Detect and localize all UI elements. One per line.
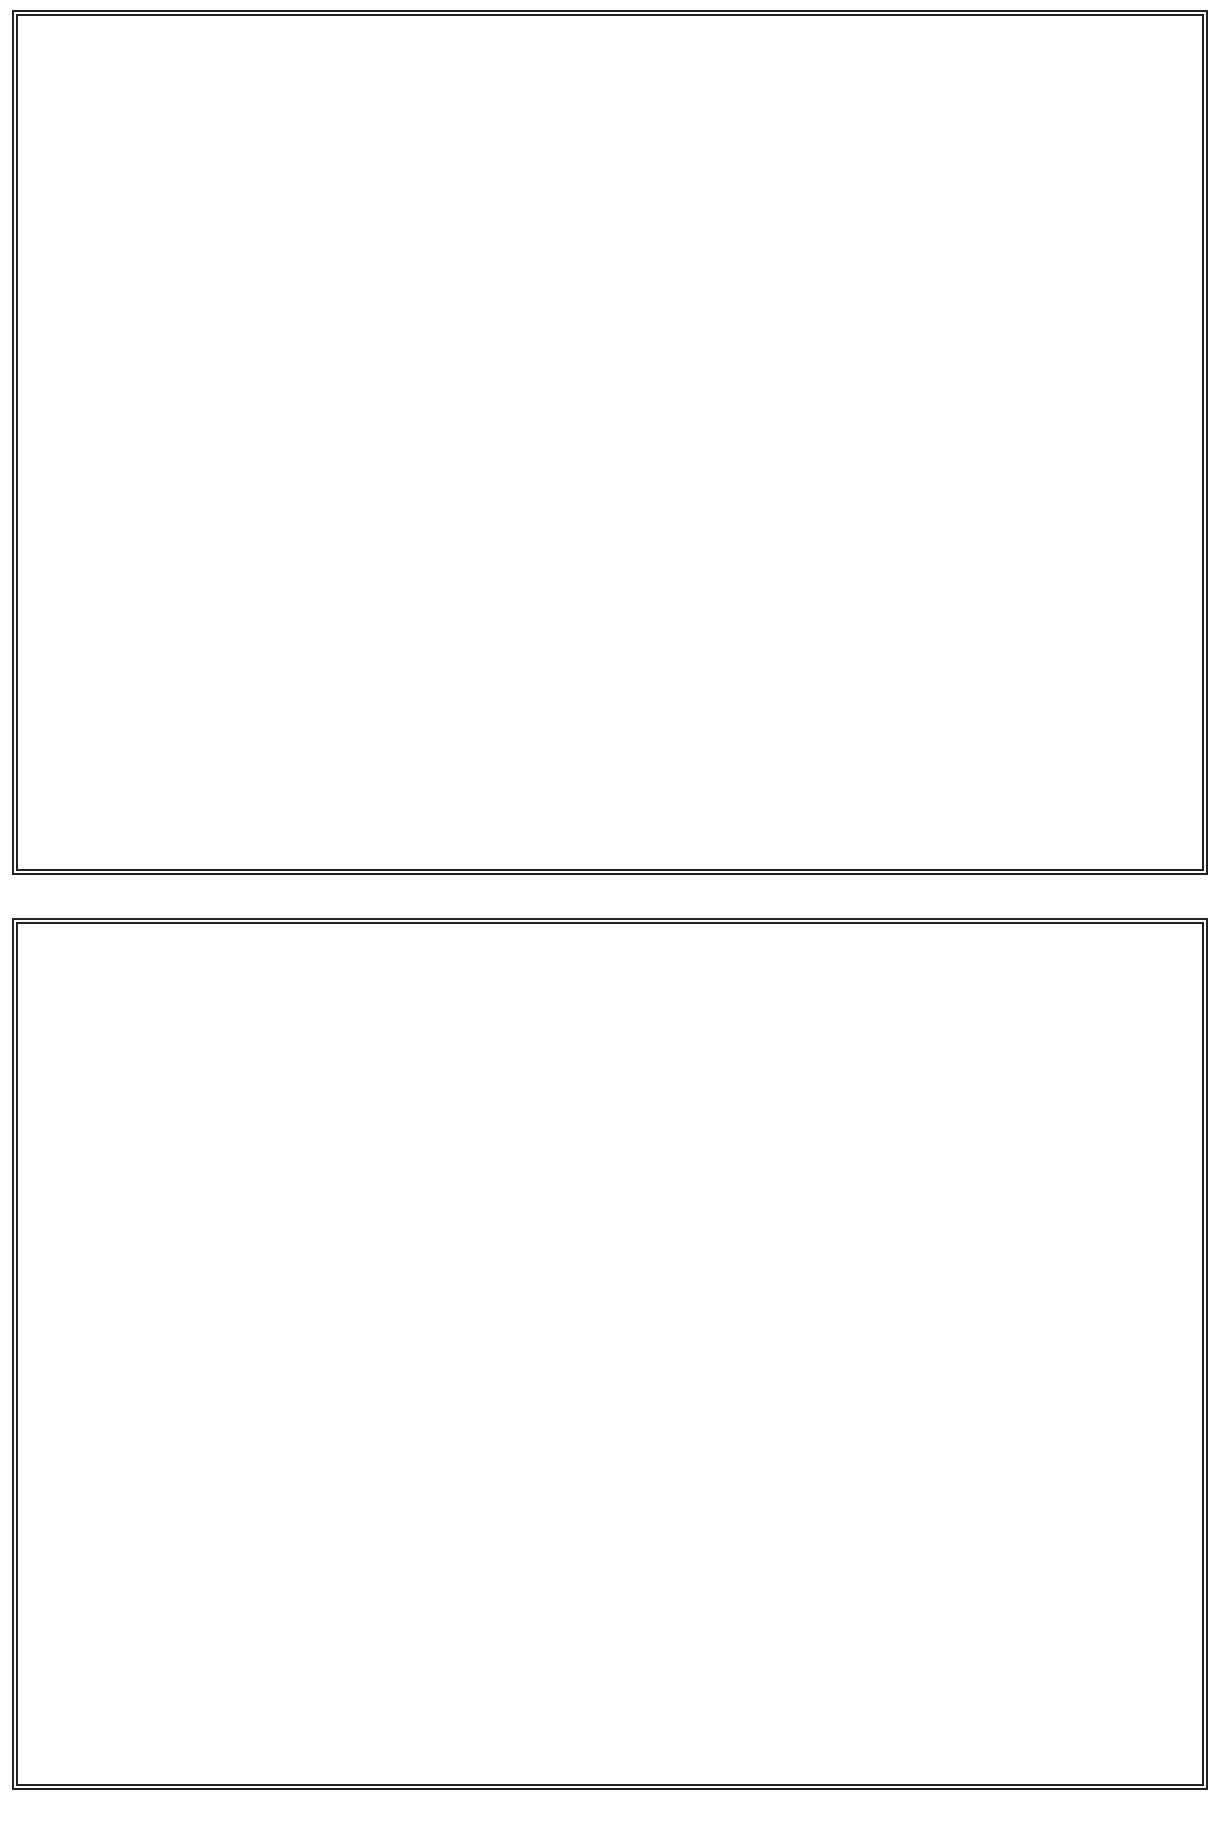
top-page [12,10,1208,875]
bottom-page [12,918,1208,1790]
